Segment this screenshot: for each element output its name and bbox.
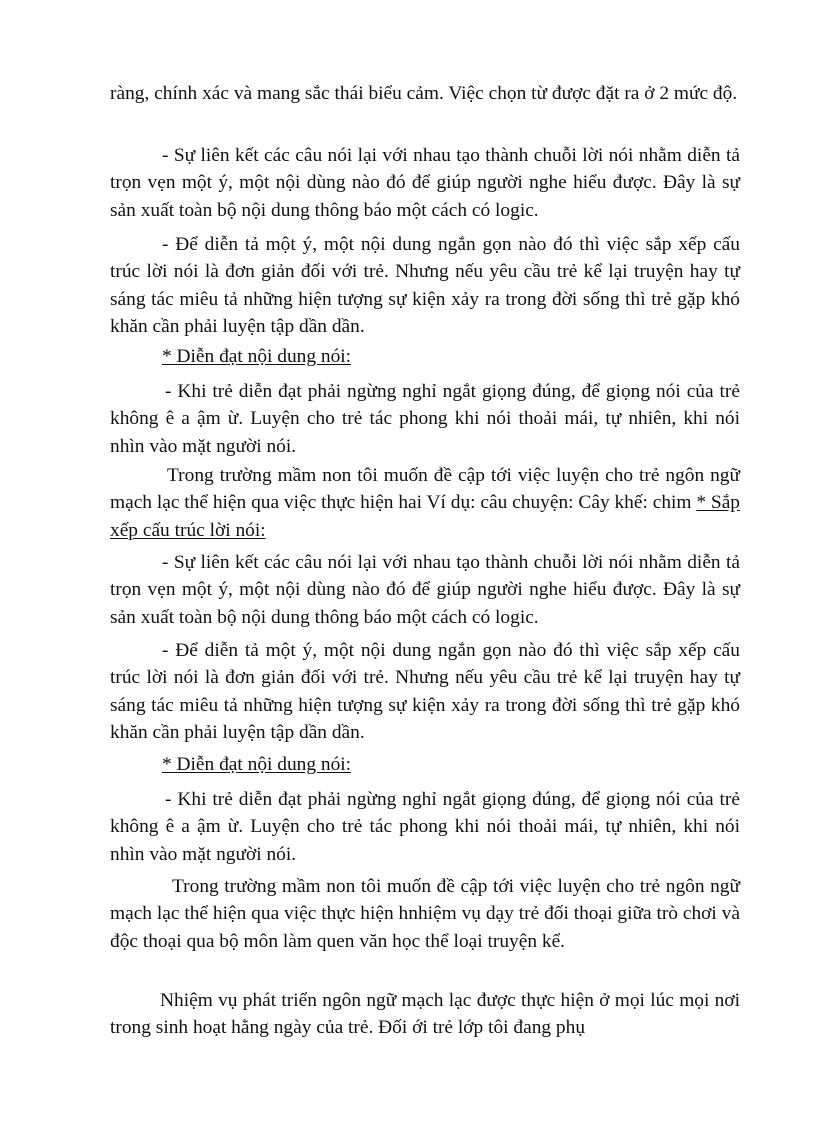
paragraph-1: ràng, chính xác và mang sắc thái biểu cảm. Việc chọn từ được đặt ra ở 2 mức độ. [110,83,738,104]
paragraph-6: - Sự liên kết các câu nói lại với nhau tạo thành chuỗi lời nói nhằm diễn tả trọn vẹn một ý, một nội dùng nào đó để giúp người nghe hiểu được. Đây là sự sản xuất toàn bộ nội dung thông báo một cách có logic. [110,552,740,628]
inline-heading: * Sắp xếp cấu trúc lời nói: [110,492,740,541]
paragraph-5: Trong trường mầm non tôi muốn đề cập tới việc luyện cho trẻ ngôn ngữ mạch lạc thể hiện qua việc thực hiện hai Ví dụ: câu chuyện: Cây khế: chim * Sắp xếp cấu trúc lời nói: [110,465,740,541]
paragraph-2: - Sự liên kết các câu nói lại với nhau tạo thành chuỗi lời nói nhằm diễn tả trọn vẹn một ý, một nội dùng nào đó để giúp người nghe hiểu được. Đây là sự sản xuất toàn bộ nội dung thông báo một cách có logic. [110,145,740,221]
paragraph-7: - Để diễn tả một ý, một nội dung ngắn gọn nào đó thì việc sắp xếp cấu trúc lời nói là đơn giản đối với trẻ. Nhưng nếu yêu cầu trẻ kể lại truyện hay tự sáng tác miêu tả những hiện tượng sự kiện xảy ra trong đời sống thì trẻ gặp khó khăn cần phải luyện tập dần dần. [110,640,740,743]
section-heading-2: * Diễn đạt nội dung nói: [162,754,352,775]
paragraph-10: Nhiệm vụ phát triển ngôn ngữ mạch lạc được thực hiện ở mọi lúc mọi nơi trong sinh hoạt hằng ngày của trẻ. Đối ới trẻ lớp tôi đang phụ [110,990,740,1039]
paragraph-8: - Khi trẻ diễn đạt phải ngừng nghỉ ngắt giọng đúng, để giọng nói của trẻ không ê a ậm ừ. Luyện cho trẻ tác phong khi nói thoải mái, tự nhiên, khi nói nhìn vào mặt người nói. [110,789,740,865]
paragraph-9: Trong trường mầm non tôi muốn đề cập tới việc luyện cho trẻ ngôn ngữ mạch lạc thể hiện qua việc thực hiện hnhiệm vụ dạy trẻ đối thoại giữa trò chơi và độc thoại qua bộ môn làm quen văn học thể loại truyện kể. [110,876,740,952]
section-heading-1: * Diễn đạt nội dung nói: [162,346,352,367]
paragraph-4: - Khi trẻ diễn đạt phải ngừng nghỉ ngắt giọng đúng, để giọng nói của trẻ không ê a ậm ừ. Luyện cho trẻ tác phong khi nói thoải mái, tự nhiên, khi nói nhìn vào mặt người nói. [110,381,740,457]
paragraph-3: - Để diễn tả một ý, một nội dung ngắn gọn nào đó thì việc sắp xếp cấu trúc lời nói là đơn giản đối với trẻ. Nhưng nếu yêu cầu trẻ kể lại truyện hay tự sáng tác miêu tả những hiện tượng sự kiện xảy ra trong đời sống thì trẻ gặp khó khăn cần phải luyện tập dần dần. [110,234,740,337]
